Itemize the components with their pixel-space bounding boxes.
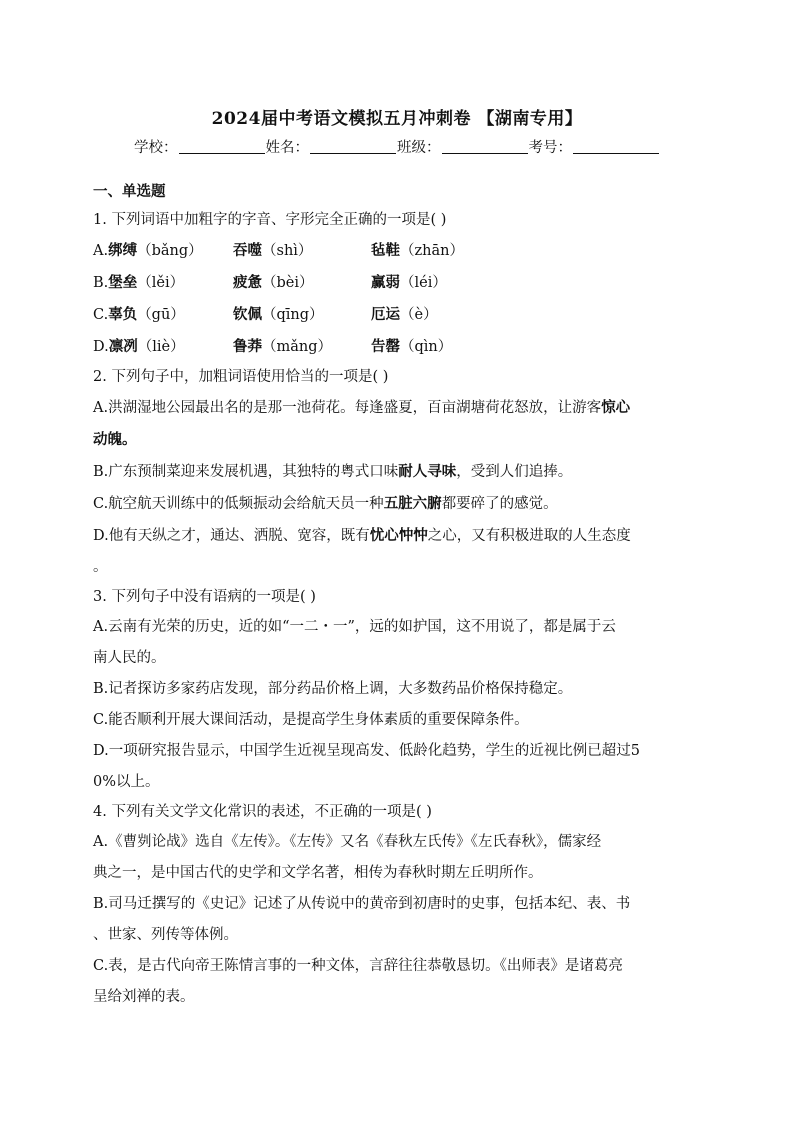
option-text: C.表，是古代向帝王陈情言事的一种文体，言辞往往恭敬恳切。《出师表》是诸葛亮 [93,958,623,974]
option-text: C.航空航天训练中的低频振动会给航天员一种 [93,496,384,512]
option-pinyin: （liè） [137,339,185,355]
option-letter: D. [93,339,109,355]
option-text: 典之一，是中国古代的史学和文学名著，相传为春秋时期左丘明所作。 [93,865,543,881]
q3-option-d [93,736,698,798]
q1-option-d [93,331,698,363]
option-text: 、世家、列传等体例。 [93,927,238,943]
option-word: 毡鞋 [371,242,400,259]
option-pinyin: （gū） [137,307,185,323]
class-blank[interactable] [442,139,528,154]
option-word: 凛冽 [108,338,138,355]
q1-option-c [93,299,698,331]
number-blank[interactable] [573,139,659,154]
question-1-stem: 1. 下列词语中加粗字的字音、字形完全正确的一项是( ) [93,212,447,228]
option-text: 都要碎了的感觉。 [441,496,558,512]
option-word: 钦佩 [233,306,262,323]
option-text: 呈给刘禅的表。 [93,989,195,1005]
option-word: 吞噬 [233,242,262,259]
option-text: ，受到人们追捧。 [456,464,573,480]
option-pinyin: （bèi） [262,275,314,291]
q2-option-c [93,488,698,520]
option-text: D.一项研究报告显示，中国学生近视呈现高发、低龄化趋势，学生的近视比例已超过5 [93,743,640,759]
option-pinyin: （shì） [262,243,313,259]
school-label: 学校： [134,140,178,156]
option-text: 南人民的。 [93,650,166,666]
option-word: 疲惫 [233,274,262,291]
option-pinyin: （è） [400,307,438,323]
class-label: 班级： [397,140,441,156]
q2-option-a [93,392,698,456]
q3-option-b: B.记者探访多家药店发现，部分药品价格上调，大多数药品价格保持稳定。 [93,681,573,697]
option-text: D.他有天纵之才，通达、洒脱、宽容，既有 [93,528,370,544]
option-word: 告罄 [371,338,400,355]
option-bold-word: 动魄 [93,431,122,448]
option-text: B.司马迁撰写的《史记》记述了从传说中的黄帝到初唐时的史事，包括本纪、表、书 [93,896,631,912]
option-pinyin: （bǎng） [137,243,203,259]
q3-option-c: C.能否顺利开展大课间活动，是提高学生身体素质的重要保障条件。 [93,712,529,728]
q2-option-b [93,456,698,488]
option-pinyin: （qīng） [262,307,324,323]
q1-option-a [93,235,698,267]
option-letter: A. [93,243,109,259]
option-text: 。 [93,559,108,575]
option-pinyin: （zhān） [400,243,464,259]
option-pinyin: （lěi） [137,275,185,291]
name-blank[interactable] [310,139,396,154]
q4-option-b [93,889,698,951]
option-letter: B. [93,275,109,291]
q2-option-d [93,520,698,583]
option-bold-word: 惊心 [601,399,631,416]
option-letter: C. [93,307,109,323]
option-bold-word: 忧心忡忡 [369,527,428,544]
option-pinyin: （léi） [400,275,447,291]
page-title: 2024届中考语文模拟五月冲刺卷 【湖南专用】 [211,109,583,129]
q3-option-a [93,612,698,674]
question-2-stem: 2. 下列句子中，加粗词语使用恰当的一项是( ) [93,369,389,385]
option-text: A.《曹刿论战》选自《左传》。《左传》又名《春秋左氏传》《左氏春秋》，儒家经 [93,834,602,850]
student-info-line [0,136,794,157]
q1-option-b [93,267,698,299]
option-text: A.洪湖湿地公园最出名的是那一池荷花。每逢盛夏，百亩湖塘荷花怒放，让游客 [93,400,602,416]
option-bold-word: 耐人寻味 [398,463,457,480]
option-word: 绑缚 [108,242,138,259]
q4-option-a [93,827,698,889]
option-text: 0%以上。 [93,774,160,790]
number-label: 考号： [528,140,572,156]
option-word: 辜负 [108,306,138,323]
option-word: 堡垒 [108,274,138,291]
option-word: 赢弱 [371,274,400,291]
q4-option-c [93,951,698,1013]
option-text: B.广东预制菜迎来发展机遇，其独特的粤式口味 [93,464,399,480]
option-word: 厄运 [371,306,400,323]
option-pinyin: （qìn） [400,339,453,355]
option-pinyin: （mǎng） [262,339,333,355]
option-text: 。 [122,431,137,448]
school-blank[interactable] [179,139,265,154]
questions-body [93,178,698,1013]
name-label: 姓名： [265,140,309,156]
question-4-stem: 4. 下列有关文学文化常识的表述，不正确的一项是( ) [93,804,432,820]
section-heading: 一、单选题 [93,183,166,200]
option-text: A.云南有光荣的历史，近的如“一二・一”，远的如护国，这不用说了，都是属于云 [93,619,616,635]
option-word: 鲁莽 [233,338,262,355]
option-bold-word: 五脏六腑 [383,495,442,512]
question-3-stem: 3. 下列句子中没有语病的一项是( ) [93,589,316,605]
option-text: 之心，又有积极进取的人生态度 [427,528,631,544]
